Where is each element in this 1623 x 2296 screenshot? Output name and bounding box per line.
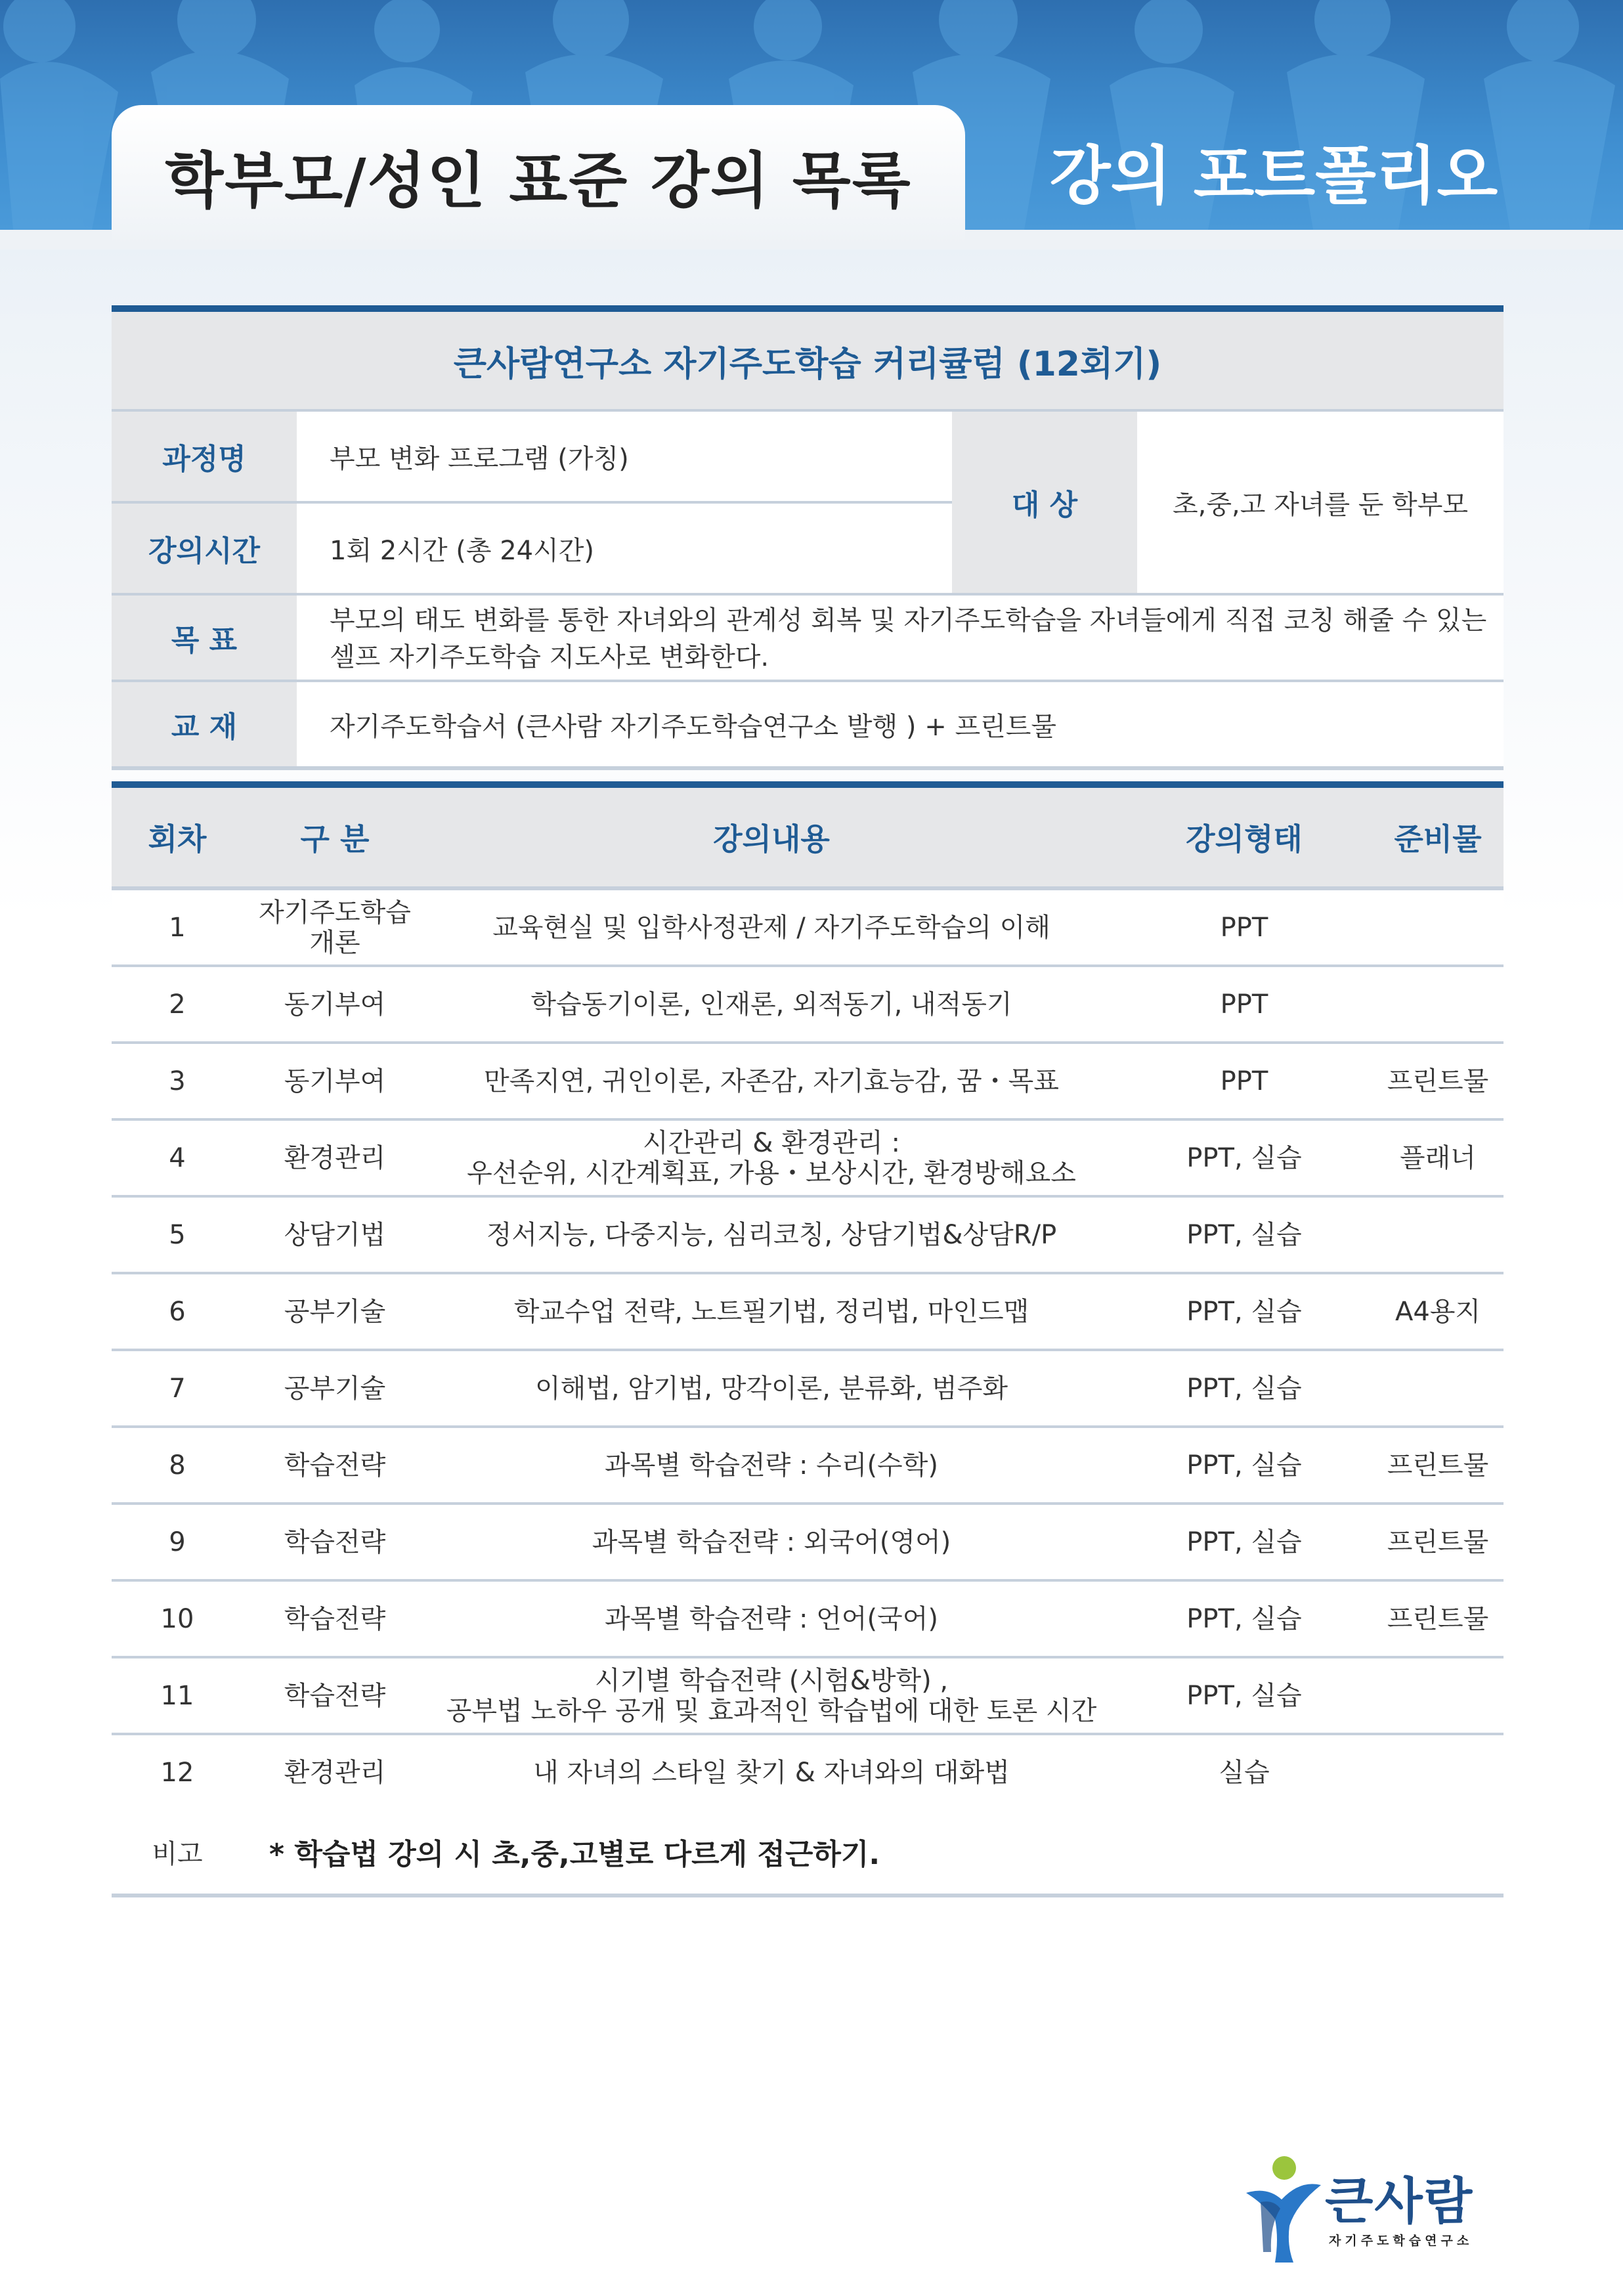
materials-cell: 프린트물 bbox=[1387, 1603, 1489, 1634]
col-header-category: 구 분 bbox=[300, 821, 370, 857]
content-line-1: 만족지연, 귀인이론, 자존감, 자기효능감, 꿈・목표 bbox=[484, 1066, 1059, 1096]
category-cell: 학습전략 bbox=[284, 1603, 386, 1634]
table-row bbox=[112, 890, 1504, 967]
content-line-1: 과목별 학습전략 : 언어(국어) bbox=[605, 1603, 938, 1634]
session-number: 11 bbox=[160, 1680, 194, 1711]
textbook-value: 자기주도학습서 (큰사람 자기주도학습연구소 발행 ) + 프린트물 bbox=[330, 711, 1057, 742]
session-number: 5 bbox=[169, 1219, 186, 1250]
content-cell bbox=[427, 1658, 1116, 1733]
format-cell: PPT, 실습 bbox=[1186, 1373, 1302, 1404]
category-cell: 공부기술 bbox=[284, 1296, 386, 1327]
format-cell: PPT, 실습 bbox=[1186, 1603, 1302, 1634]
format-cell: PPT bbox=[1220, 989, 1268, 1020]
page-title-tab bbox=[112, 105, 965, 246]
logo-subtitle: 자기주도학습연구소 bbox=[1329, 2234, 1473, 2248]
lecture-time-row bbox=[112, 504, 952, 593]
textbook-row bbox=[112, 682, 1504, 766]
format-cell: PPT, 실습 bbox=[1186, 1450, 1302, 1481]
note-text: * 학습법 강의 시 초,중,고별로 다르게 접근하기. bbox=[269, 1838, 880, 1871]
table-row bbox=[112, 1658, 1504, 1735]
content-line-1: 시기별 학습전략 (시험&방학) , bbox=[594, 1665, 949, 1696]
materials-cell bbox=[1372, 890, 1504, 964]
note-row bbox=[112, 1809, 1504, 1894]
category-cell: 공부기술 bbox=[284, 1373, 386, 1404]
content-line-1: 과목별 학습전략 : 수리(수학) bbox=[605, 1450, 938, 1481]
table-row bbox=[112, 1044, 1504, 1121]
col-header-materials: 준비물 bbox=[1394, 821, 1482, 857]
table-row bbox=[112, 967, 1504, 1044]
session-number: 12 bbox=[160, 1757, 194, 1788]
session-number: 9 bbox=[169, 1527, 186, 1557]
format-cell: 실습 bbox=[1219, 1757, 1270, 1788]
content-cell bbox=[427, 1198, 1116, 1272]
goal-value bbox=[297, 596, 1486, 680]
target-value: 초,중,고 자녀를 둔 학부모 bbox=[1173, 489, 1468, 520]
content-cell bbox=[427, 1735, 1116, 1809]
format-cell: PPT, 실습 bbox=[1186, 1296, 1302, 1327]
materials-cell bbox=[1372, 1735, 1504, 1809]
category-cell: 상담기법 bbox=[284, 1219, 386, 1250]
content-line-1: 내 자녀의 스타일 찾기 & 자녀와의 대화법 bbox=[533, 1757, 1010, 1788]
session-number: 2 bbox=[169, 989, 186, 1020]
course-name-value: 부모 변화 프로그램 (가칭) bbox=[330, 443, 629, 474]
lecture-time-value: 1회 2시간 (총 24시간) bbox=[330, 535, 594, 566]
format-cell: PPT, 실습 bbox=[1186, 1680, 1302, 1711]
content-line-1: 과목별 학습전략 : 외국어(영어) bbox=[592, 1527, 951, 1557]
table-row bbox=[112, 1351, 1504, 1428]
category-cell: 환경관리 bbox=[284, 1757, 386, 1788]
course-time-target-block bbox=[112, 412, 1504, 596]
materials-cell: 플래너 bbox=[1400, 1142, 1476, 1173]
materials-cell: A4용지 bbox=[1395, 1296, 1481, 1327]
lecture-time-label: 강의시간 bbox=[112, 504, 297, 593]
table-row bbox=[112, 1274, 1504, 1351]
content-line-2: 공부법 노하우 공개 및 효과적인 학습법에 대한 토론 시간 bbox=[446, 1695, 1097, 1726]
materials-cell: 프린트물 bbox=[1387, 1527, 1489, 1557]
format-cell: PPT bbox=[1220, 1066, 1268, 1096]
category-cell: 동기부여 bbox=[284, 989, 386, 1020]
materials-cell bbox=[1372, 1658, 1504, 1733]
content-line-1: 정서지능, 다중지능, 심리코칭, 상담기법&상담R/P bbox=[486, 1219, 1057, 1250]
session-number: 10 bbox=[160, 1603, 194, 1634]
format-cell: PPT, 실습 bbox=[1186, 1527, 1302, 1557]
course-name-label: 과정명 bbox=[112, 412, 297, 501]
page-title: 학부모/성인 표준 강의 목록 bbox=[165, 145, 912, 216]
table-row bbox=[112, 1735, 1504, 1809]
portfolio-badge: 강의 포트폴리오 bbox=[1049, 139, 1498, 213]
textbook-label: 교 재 bbox=[112, 682, 297, 766]
materials-cell bbox=[1372, 1351, 1504, 1425]
session-number: 1 bbox=[169, 912, 186, 943]
note-label: 비고 bbox=[152, 1838, 203, 1869]
content-cell bbox=[427, 1428, 1116, 1502]
content-cell bbox=[427, 1505, 1116, 1579]
content-cell bbox=[427, 1351, 1116, 1425]
session-number: 3 bbox=[169, 1066, 186, 1096]
session-number: 7 bbox=[169, 1373, 186, 1404]
logo-name: 큰사람 bbox=[1325, 2172, 1474, 2230]
table-row bbox=[112, 1121, 1504, 1198]
content-cell bbox=[427, 1274, 1116, 1349]
goal-label: 목 표 bbox=[112, 596, 297, 680]
content-cell bbox=[427, 1121, 1116, 1195]
table-row bbox=[112, 1198, 1504, 1274]
table-row bbox=[112, 1505, 1504, 1582]
format-cell: PPT, 실습 bbox=[1186, 1142, 1302, 1173]
content-line-2: 우선순위, 시간계획표, 가용・보상시간, 환경방해요소 bbox=[467, 1158, 1076, 1188]
session-number: 6 bbox=[169, 1296, 186, 1327]
table-row bbox=[112, 1582, 1504, 1658]
course-info-table bbox=[112, 305, 1504, 770]
table-body bbox=[112, 890, 1504, 1809]
content-line-1: 이해법, 암기법, 망각이론, 분류화, 범주화 bbox=[535, 1373, 1008, 1404]
keunsaram-logo bbox=[1241, 2154, 1504, 2272]
format-cell: PPT, 실습 bbox=[1186, 1219, 1302, 1250]
materials-cell: 프린트물 bbox=[1387, 1066, 1489, 1096]
category-cell: 학습전략 bbox=[284, 1527, 386, 1557]
materials-cell bbox=[1372, 1198, 1504, 1272]
logo-figure-icon bbox=[1241, 2154, 1326, 2265]
goal-row bbox=[112, 596, 1504, 682]
content-line-1: 시간관리 & 환경관리 : bbox=[643, 1127, 900, 1158]
col-header-content: 강의내용 bbox=[713, 821, 830, 857]
category-cell: 학습전략 bbox=[284, 1680, 386, 1711]
col-header-format: 강의형태 bbox=[1186, 821, 1303, 857]
format-cell: PPT bbox=[1220, 912, 1268, 943]
category-cell: 환경관리 bbox=[284, 1142, 386, 1173]
target-label: 대 상 bbox=[952, 412, 1137, 593]
category-cell: 자기주도학습 개론 bbox=[259, 897, 411, 958]
course-name-row bbox=[112, 412, 952, 504]
table-header-row bbox=[112, 788, 1504, 890]
content-cell bbox=[427, 1582, 1116, 1656]
category-cell: 동기부여 bbox=[284, 1066, 386, 1096]
curriculum-table bbox=[112, 781, 1504, 1897]
col-header-session: 회차 bbox=[148, 821, 207, 857]
session-number: 4 bbox=[169, 1142, 186, 1173]
goal-line-1: 부모의 태도 변화를 통한 자녀와의 관계성 회복 및 자기주도학습을 자녀들에게 직접 코칭 해줄 수 있는 bbox=[330, 605, 1487, 636]
materials-cell: 프린트물 bbox=[1387, 1450, 1489, 1481]
curriculum-heading: 큰사람연구소 자기주도학습 커리큘럼 (12회기) bbox=[112, 312, 1504, 412]
content-cell bbox=[427, 890, 1116, 964]
content-cell bbox=[427, 967, 1116, 1041]
session-number: 8 bbox=[169, 1450, 186, 1481]
content-line-1: 학습동기이론, 인재론, 외적동기, 내적동기 bbox=[530, 989, 1012, 1020]
content-cell bbox=[427, 1044, 1116, 1118]
content-line-1: 교육현실 및 입학사정관제 / 자기주도학습의 이해 bbox=[492, 912, 1050, 943]
materials-cell bbox=[1372, 967, 1504, 1041]
category-cell: 학습전략 bbox=[284, 1450, 386, 1481]
goal-line-2: 셀프 자기주도학습 지도사로 변화한다. bbox=[330, 642, 769, 672]
table-row bbox=[112, 1428, 1504, 1505]
content-line-1: 학교수업 전략, 노트필기법, 정리법, 마인드맵 bbox=[513, 1296, 1029, 1327]
